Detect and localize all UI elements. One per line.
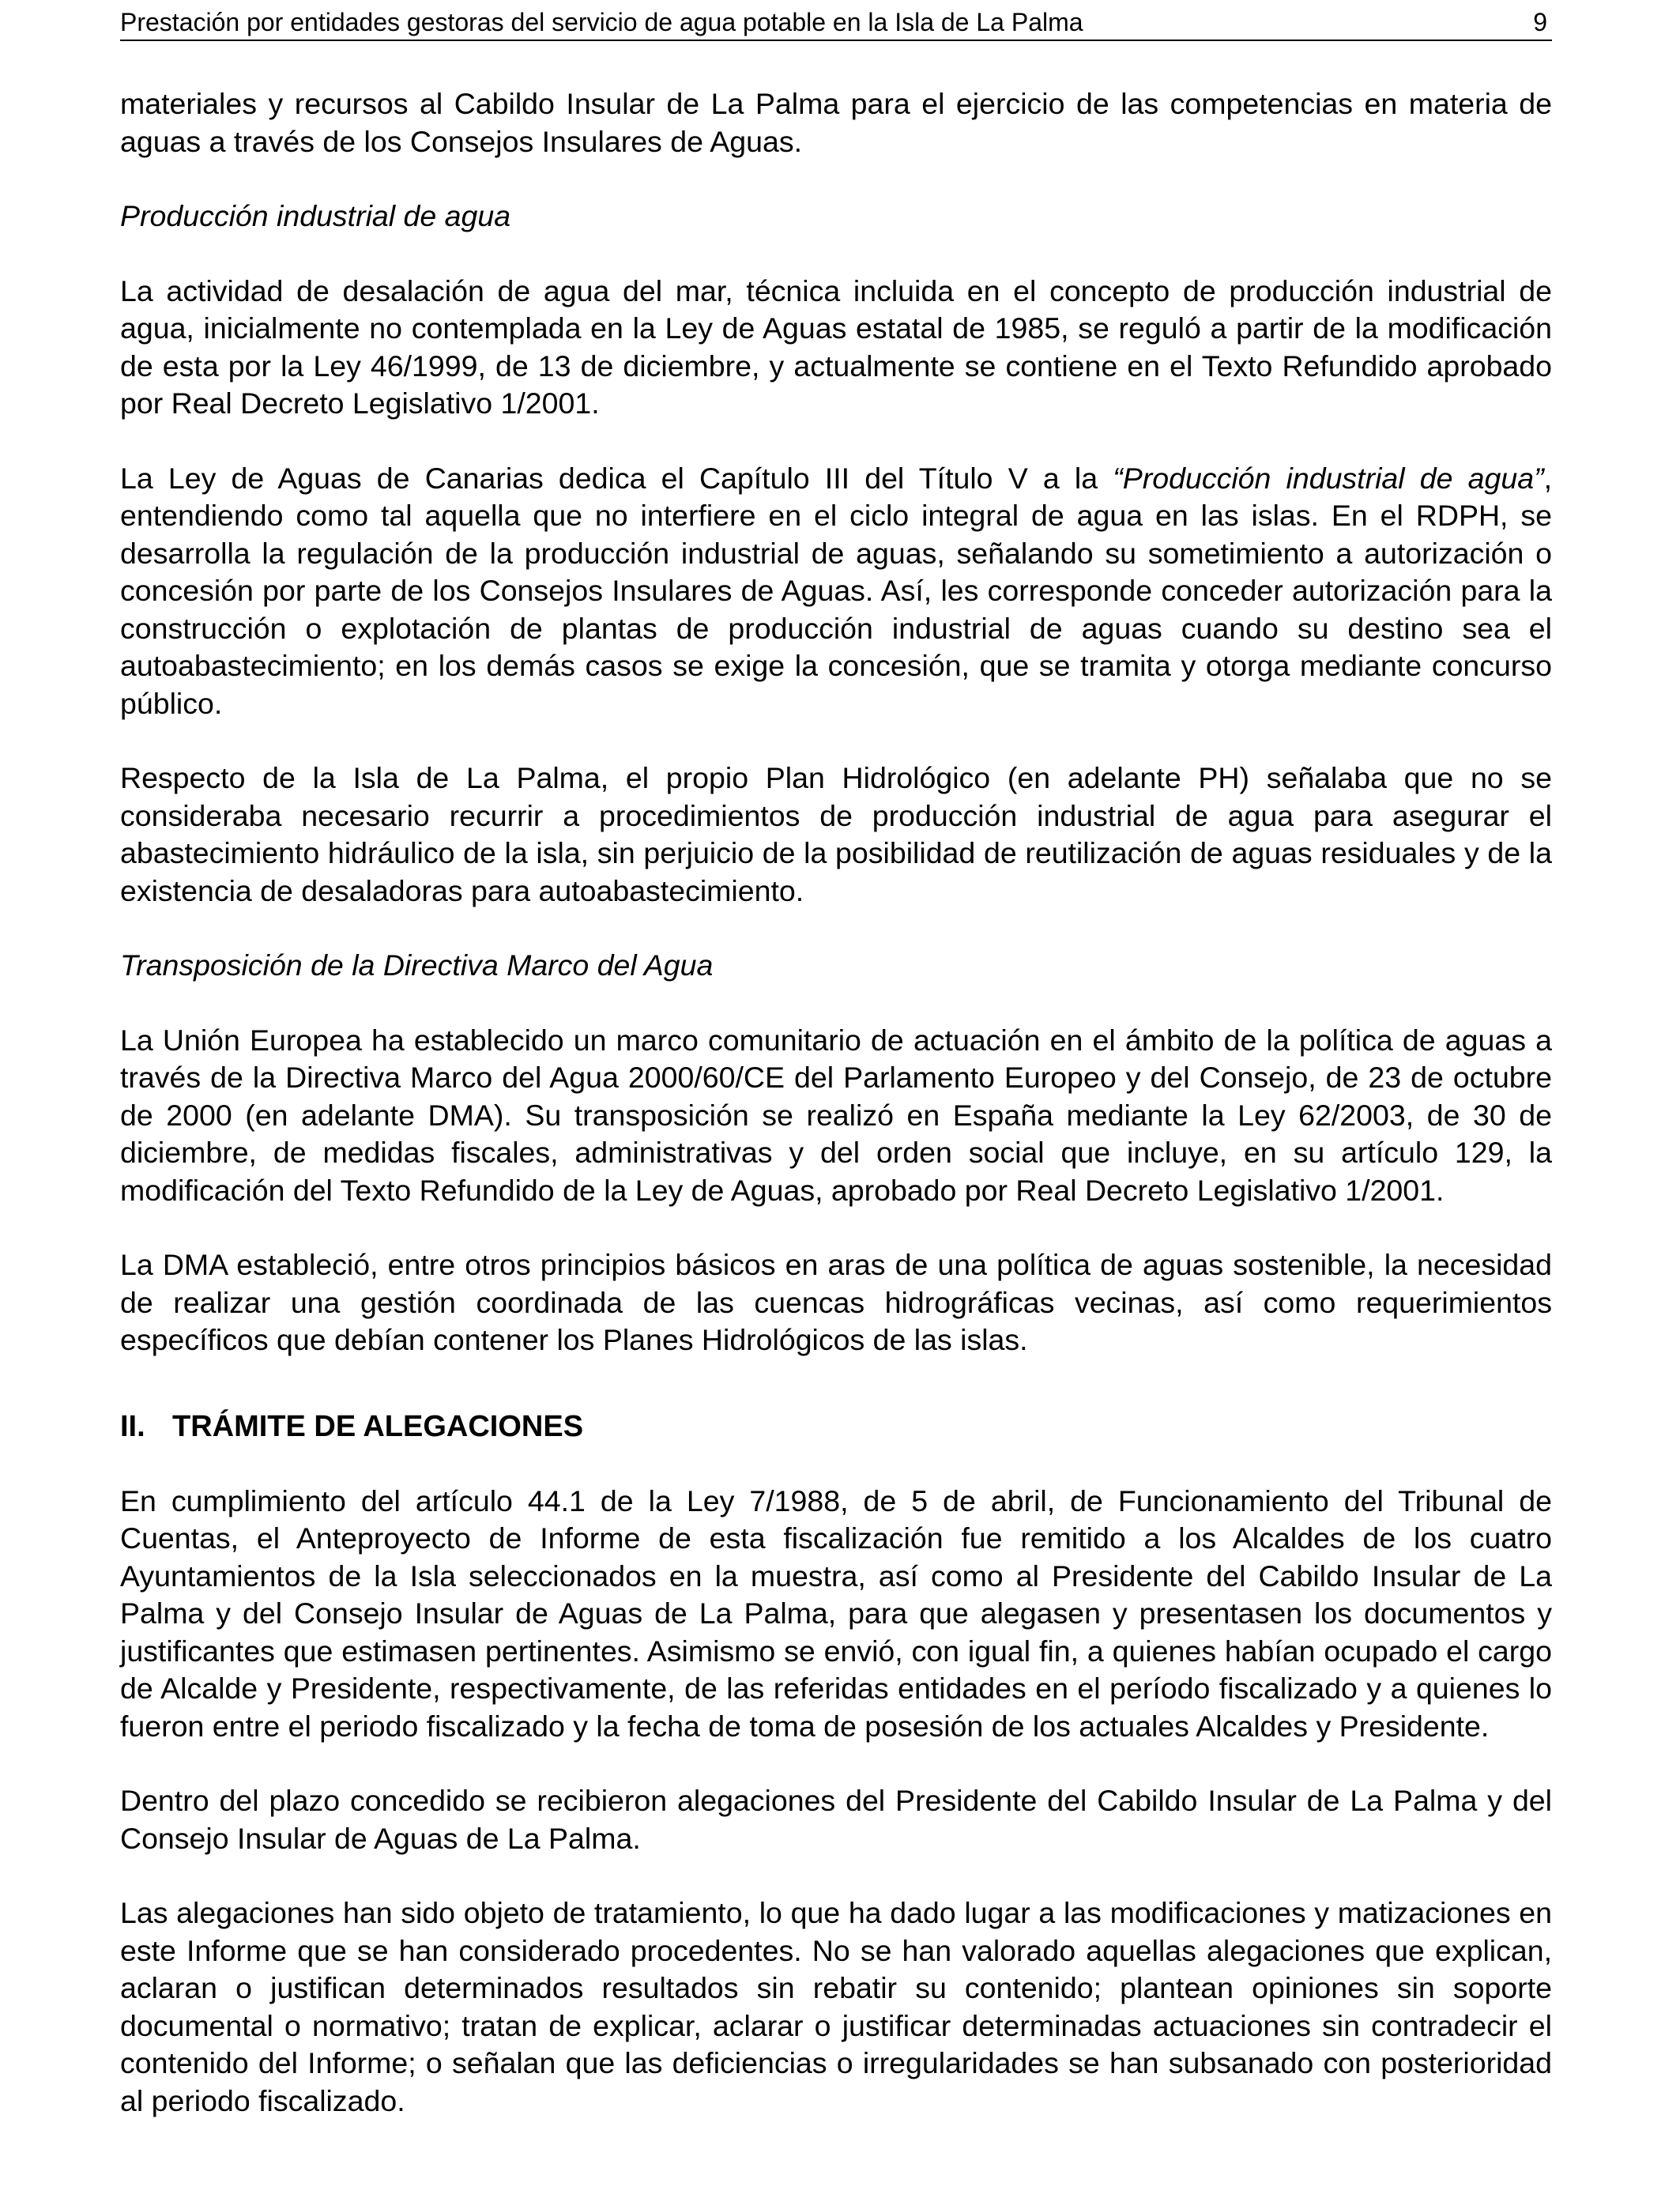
ley-canarias-text-after: , entendiendo como tal aquella que no interfiere en el ciclo integral de agua en las islas. En el RDPH, se desarrolla la regulación de la producción industrial de aguas, señalando su sometimiento a autorización o concesión por parte de los Consejos Insulares de Aguas. Así, les corresponde conceder autorización para la construcción o explotación de plantas de producción industrial de aguas cuando su destino sea el autoabastecimiento; en los demás casos se exige la concesión, que se tramita y otorga mediante concurso público. xyxy=(120,461,1552,720)
paragraph-cumplimiento: En cumplimiento del artículo 44.1 de la Ley 7/1988, de 5 de abril, de Funcionamiento del Tribunal de Cuentas, el Anteproyecto de Informe de esta fiscalización fue remitido a los Alcaldes de los cuatro Ayuntamientos de la Isla seleccionados en la muestra, así como al Presidente del Cabildo Insular de La Palma y del Consejo Insular de Aguas de La Palma, para que alegasen y presentasen los documentos y justificantes que estimasen pertinentes. Asimismo se envió, con igual fin, a quienes habían ocupado el cargo de Alcalde y Presidente, respectivamente, de las referidas entidades en el período fiscalizado y a quienes lo fueron entre el periodo fiscalizado y la fecha de toma de posesión de los actuales Alcaldes y Presidente. xyxy=(120,1483,1552,1743)
paragraph-alegaciones: Las alegaciones han sido objeto de tratamiento, lo que ha dado lugar a las modificaciones y matizaciones en este Informe que se han considerado procedentes. No se han valorado aquellas alegaciones que explican, aclaran o justifican determinados resultados sin rebatir su contenido; plantean opiniones sin soporte documental o normativo; tratan de explicar, aclarar o justificar determinadas actuaciones sin contradecir el contenido del Informe; o señalan que las deficiencias o irregularidades se han subsanado con posterioridad al periodo fiscalizado. xyxy=(120,1896,1552,2117)
subheading-produccion-industrial: Producción industrial de agua xyxy=(120,199,511,232)
body-text xyxy=(120,85,1552,2157)
page-number: 9 xyxy=(1533,8,1547,36)
paragraph-desalacion: La actividad de desalación de agua del mar, técnica incluida en el concepto de producción industrial de agua, inicialmente no contemplada en la Ley de Aguas estatal de 1985, se reguló a partir de la modificación de esta por la Ley 46/1999, de 13 de diciembre, y actualmente se contiene en el Texto Refundido aprobado por Real Decreto Legislativo 1/2001. xyxy=(120,273,1552,420)
ley-canarias-text-before: La Ley de Aguas de Canarias dedica el Capítulo III del Título V a la xyxy=(120,461,1113,495)
paragraph-plazo: Dentro del plazo concedido se recibieron alegaciones del Presidente del Cabildo Insular de La Palma y del Consejo Insular de Aguas de La Palma. xyxy=(120,1784,1552,1855)
paragraph-ley-canarias xyxy=(120,460,1552,723)
paragraph-union-europea: La Unión Europea ha establecido un marco comunitario de actuación en el ámbito de la política de aguas a través de la Directiva Marco del Agua 2000/60/CE del Parlamento Europeo y del Consejo, de 23 de octubre de 2000 (en adelante DMA). Su transposición se realizó en España mediante la Ley 62/2003, de 30 de diciembre, de medidas fiscales, administrativas y del orden social que incluye, en su artículo 129, la modificación del Texto Refundido de la Ley de Aguas, aprobado por Real Decreto Legislativo 1/2001. xyxy=(120,1023,1552,1207)
paragraph-dma: La DMA estableció, entre otros principios básicos en aras de una política de aguas sostenible, la necesidad de realizar una gestión coordinada de las cuencas hidrográficas vecinas, así como requerimientos específicos que debían contener los Planes Hidrológicos de las islas. xyxy=(120,1248,1552,1356)
section-heading xyxy=(120,1397,1552,1446)
page-header xyxy=(120,5,1552,41)
paragraph-intro: materiales y recursos al Cabildo Insular de La Palma para el ejercicio de las competencias en materia de aguas a través de los Consejos Insulares de Aguas. xyxy=(120,87,1552,158)
section-number: II. xyxy=(120,1409,145,1443)
ley-canarias-quote: “Producción industrial de agua” xyxy=(1113,461,1544,495)
paragraph-la-palma: Respecto de la Isla de La Palma, el propio Plan Hidrológico (en adelante PH) señalaba que no se consideraba necesario recurrir a procedimientos de producción industrial de agua para asegurar el abastecimiento hidráulico de la isla, sin perjuicio de la posibilidad de reutilización de aguas residuales y de la existencia de desaladoras para autoabastecimiento. xyxy=(120,761,1552,907)
section-title: TRÁMITE DE ALEGACIONES xyxy=(172,1409,584,1443)
subheading-transposicion: Transposición de la Directiva Marco del Agua xyxy=(120,948,714,982)
running-title: Prestación por entidades gestoras del servicio de agua potable en la Isla de La Palma xyxy=(120,8,1083,36)
